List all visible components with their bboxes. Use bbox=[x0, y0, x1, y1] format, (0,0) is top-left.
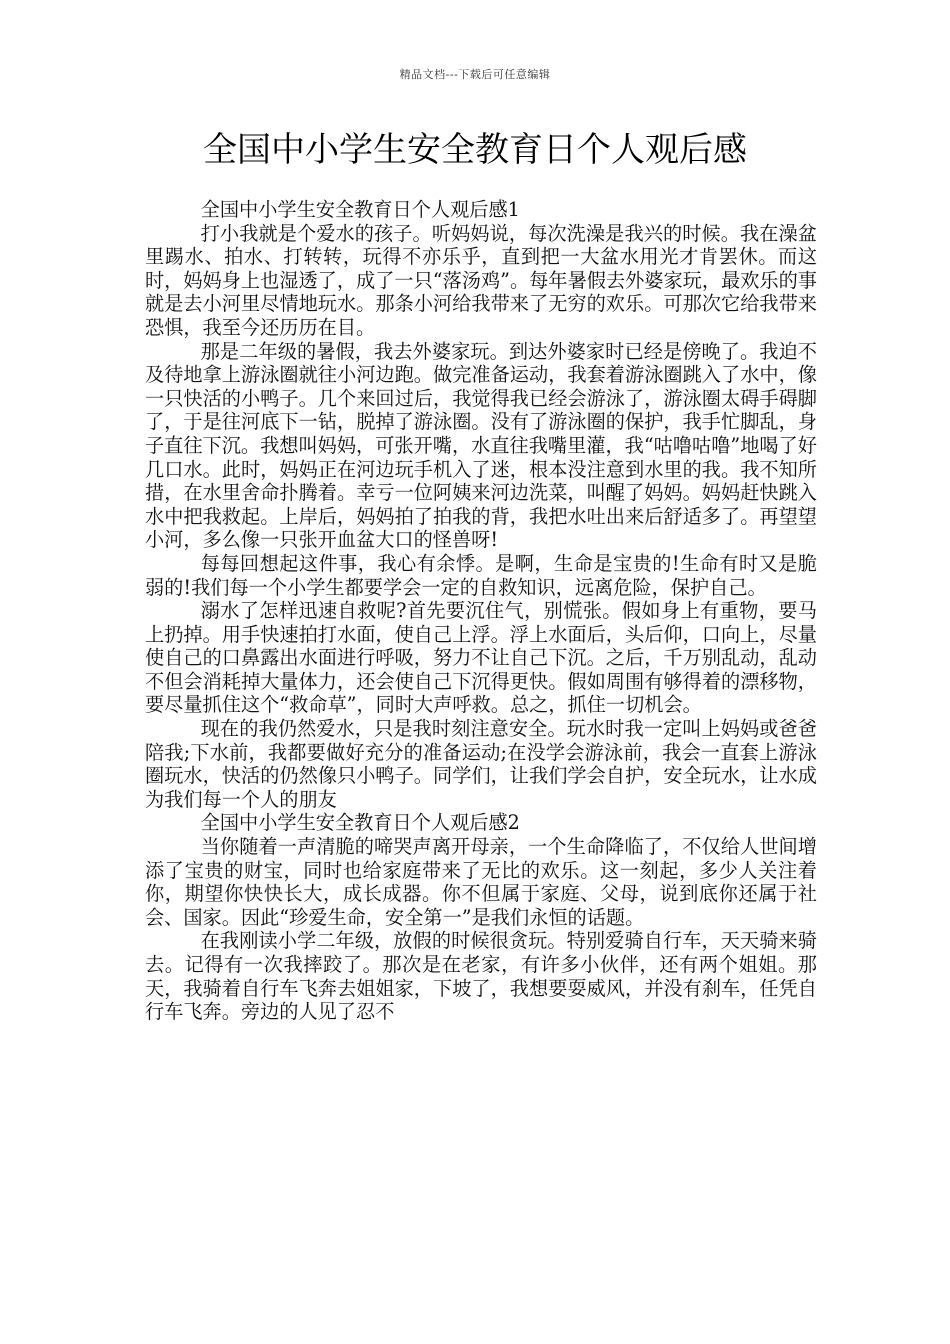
document-body bbox=[145, 198, 817, 1024]
paragraph: 打小我就是个爱水的孩子。听妈妈说，每次洗澡是我兴的时候。我在澡盆里踢水、拍水、打转转，玩得不亦乐乎，直到把一大盆水用光才肯罢休。而这时，妈妈身上也湿透了，成了一只“落汤鸡”。每年暑假去外婆家玩，最欢乐的事就是去小河里尽情地玩水。那条小河给我带来了无穷的欢乐。可那次它给我带来恐惧，我至今还历历在目。 bbox=[145, 221, 817, 339]
paragraph: 在我刚读小学二年级，放假的时候很贪玩。特别爱骑自行车，天天骑来骑去。记得有一次我摔跤了。那次是在老家，有许多小伙伴，还有两个姐姐。那天，我骑着自行车飞奔去姐姐家，下坡了，我想要耍威风，并没有刹车，任凭自行车飞奔。旁边的人见了忍不 bbox=[145, 929, 817, 1024]
paragraph: 那是二年级的暑假，我去外婆家玩。到达外婆家时已经是傍晚了。我迫不及待地拿上游泳圈就往小河边跑。做完准备运动，我套着游泳圈跳入了水中，像一只快活的小鸭子。几个来回过后，我觉得我已经会游泳了，游泳圈太碍手碍脚了，于是往河底下一钻，脱掉了游泳圈。没有了游泳圈的保护，我手忙脚乱，身子直往下沉。我想叫妈妈，可张开嘴，水直往我嘴里灌，我“咕噜咕噜”地喝了好几口水。此时，妈妈正在河边玩手机入了迷，根本没注意到水里的我。我不知所措，在水里舍命扑腾着。幸亏一位阿姨来河边洗菜，叫醒了妈妈。妈妈赶快跳入水中把我救起。上岸后，妈妈拍了拍我的背，我把水吐出来后舒适多了。再望望小河，多么像一只张开血盆大口的怪兽呀! bbox=[145, 339, 817, 552]
section-heading-1: 全国中小学生安全教育日个人观后感1 bbox=[200, 198, 520, 221]
paragraph: 当你随着一声清脆的啼哭声离开母亲，一个生命降临了，不仅给人世间增添了宝贵的财宝，同时也给家庭带来了无比的欢乐。这一刻起，多少人关注着你，期望你快快长大，成长成器。你不但属于家庭、父母，说到底你还属于社会、国家。因此“珍爱生命，安全第一”是我们永恒的话题。 bbox=[145, 835, 817, 929]
paragraph: 现在的我仍然爱水，只是我时刻注意安全。玩水时我一定叫上妈妈或爸爸陪我;下水前，我都要做好充分的准备运动;在没学会游泳前，我会一直套上游泳圈玩水，快活的仍然像只小鸭子。同学们，让我们学会自护，安全玩水，让水成为我们每一个人的朋友 bbox=[145, 717, 817, 811]
section-heading-2: 全国中小学生安全教育日个人观后感2 bbox=[200, 811, 520, 835]
paragraph: 溺水了怎样迅速自救呢?首先要沉住气，别慌张。假如身上有重物，要马上扔掉。用手快速拍打水面，使自己上浮。浮上水面后，头后仰，口向上，尽量使自己的口鼻露出水面进行呼吸，努力不让自己下沉。之后，千万别乱动，乱动不但会消耗掉大量体力，还会使自己下沉得更快。假如周围有够得着的漂移物，要尽量抓住这个“救命草”，同时大声呼救。总之，抓住一切机会。 bbox=[145, 599, 817, 717]
header-note: 精品文档---下载后可任意编辑 bbox=[399, 68, 551, 81]
paragraph: 每每回想起这件事，我心有余悸。是啊，生命是宝贵的!生命有时又是脆弱的!我们每一个小学生都要学会一定的自救知识，远离危险，保护自己。 bbox=[145, 551, 817, 599]
document-title: 全国中小学生安全教育日个人观后感 bbox=[203, 130, 747, 170]
